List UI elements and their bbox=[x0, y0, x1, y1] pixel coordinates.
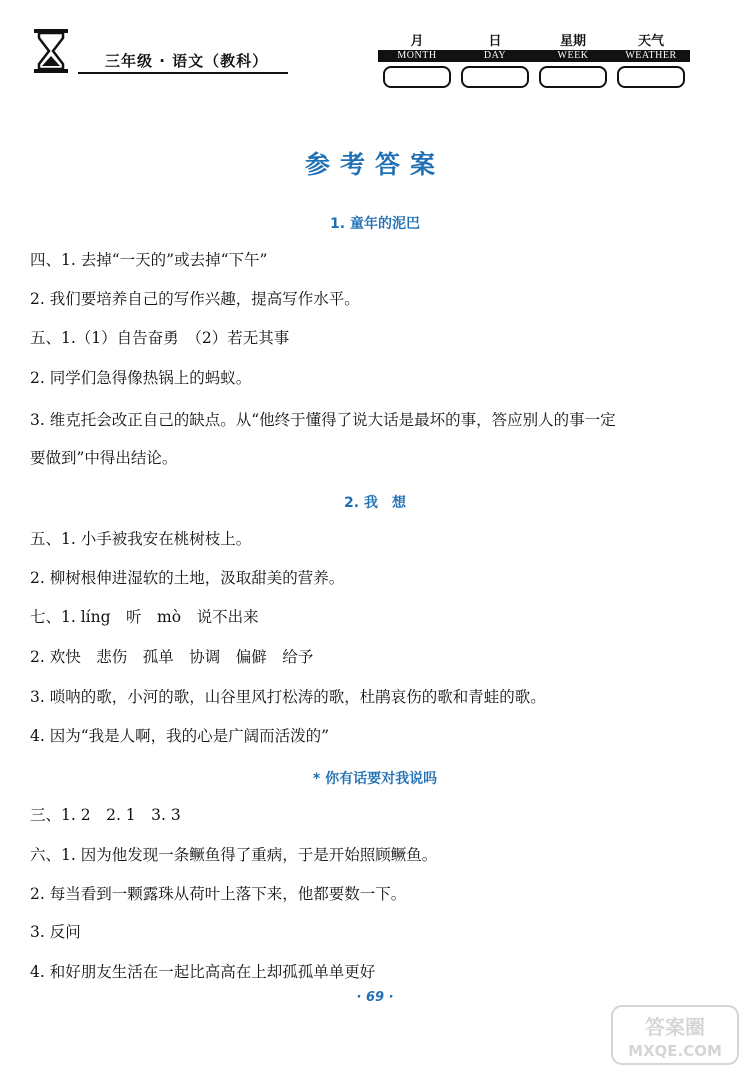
answer-line: 2. 每当看到一颗露珠从荷叶上落下来，他都要数一下。 bbox=[30, 885, 407, 903]
answer-line: 3. 维克托会改正自己的缺点。从“他终于懂得了说大话是最坏的事，答应别人的事一定 bbox=[30, 411, 616, 429]
answer-line: 2. 我们要培养自己的写作兴趣，提高写作水平。 bbox=[30, 290, 360, 308]
week-field bbox=[534, 30, 612, 88]
month-field bbox=[378, 30, 456, 88]
month-label: 月 bbox=[410, 34, 424, 49]
header-divider bbox=[78, 72, 288, 74]
answer-line: 六、1. 因为他发现一条鳜鱼得了重病，于是开始照顾鳜鱼。 bbox=[30, 846, 438, 864]
answer-line: 4. 因为“我是人啊，我的心是广阔而活泼的” bbox=[30, 727, 330, 745]
weather-field bbox=[612, 30, 690, 88]
answer-line: 2. 欢快 悲伤 孤单 协调 偏僻 给予 bbox=[30, 648, 314, 666]
weather-label: 天气 bbox=[637, 34, 664, 49]
watermark-logo bbox=[610, 1004, 740, 1066]
hourglass-icon bbox=[30, 28, 72, 74]
weather-label-en: WEATHER bbox=[612, 50, 690, 62]
svg-text:答案圈: 答案圈 bbox=[645, 1015, 705, 1039]
day-label-en: DAY bbox=[456, 50, 534, 62]
answer-line: 四、1. 去掉“一天的”或去掉“下午” bbox=[30, 251, 268, 269]
weather-box bbox=[617, 66, 685, 88]
grade-label: 三年级 · 语文（教科） bbox=[105, 52, 269, 70]
week-label: 星期 bbox=[559, 34, 586, 49]
day-field bbox=[456, 30, 534, 88]
answer-line: 五、1. 小手被我安在桃树枝上。 bbox=[30, 530, 252, 548]
date-fields bbox=[378, 30, 690, 90]
month-box bbox=[383, 66, 451, 88]
section-heading: * 你有话要对我说吗 bbox=[312, 771, 438, 787]
section-heading: 2. 我 想 bbox=[344, 495, 406, 511]
answer-line: 3. 唢呐的歌，小河的歌，山谷里风打松涛的歌，杜鹃哀伤的歌和青蛙的歌。 bbox=[30, 688, 546, 706]
day-box bbox=[461, 66, 529, 88]
page-number: · 69 · bbox=[356, 990, 394, 1005]
day-label: 日 bbox=[488, 34, 502, 49]
page-header bbox=[0, 0, 750, 100]
answer-line: 2. 柳树根伸进湿软的土地，汲取甜美的营养。 bbox=[30, 569, 345, 587]
answer-line: 七、1. líng 听 mò 说不出来 bbox=[30, 608, 259, 626]
answer-line: 要做到”中得出结论。 bbox=[30, 449, 178, 467]
week-box bbox=[539, 66, 607, 88]
month-label-en: MONTH bbox=[378, 50, 456, 62]
answer-line: 4. 和好朋友生活在一起比高高在上却孤孤单单更好 bbox=[30, 963, 376, 981]
svg-text:MXQE.COM: MXQE.COM bbox=[628, 1042, 722, 1060]
page-title: 参考答案 bbox=[304, 150, 445, 179]
answer-line: 2. 同学们急得像热锅上的蚂蚁。 bbox=[30, 369, 252, 387]
answer-line: 3. 反问 bbox=[30, 923, 81, 941]
answer-line: 五、1.（1）自告奋勇 （2）若无其事 bbox=[30, 329, 290, 347]
week-label-en: WEEK bbox=[534, 50, 612, 62]
section-heading: 1. 童年的泥巴 bbox=[330, 216, 420, 232]
answer-line: 三、1. 2 2. 1 3. 3 bbox=[30, 806, 181, 824]
